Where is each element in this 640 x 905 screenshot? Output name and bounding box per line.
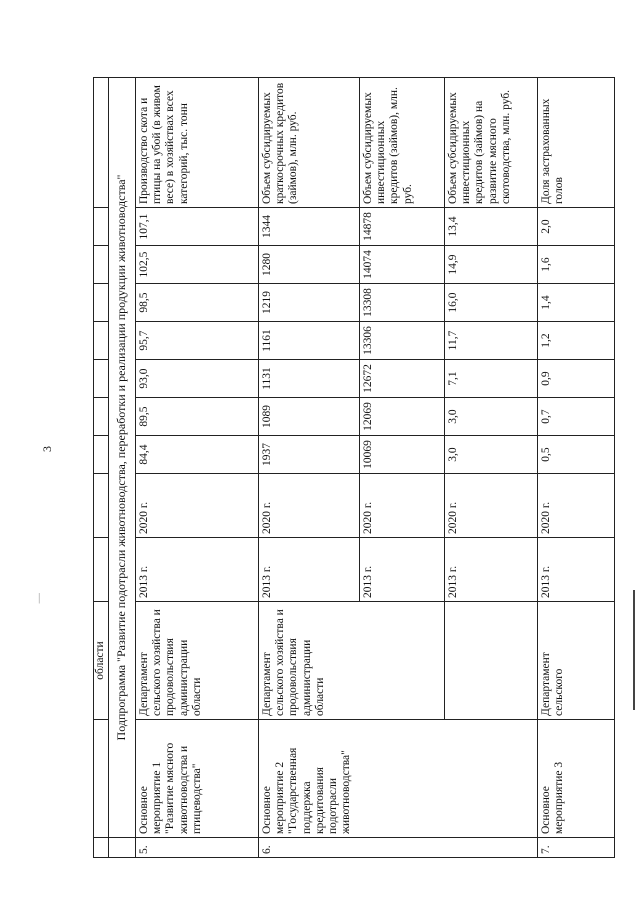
page-number: 3 bbox=[40, 446, 54, 452]
program-table bbox=[93, 77, 615, 858]
page-edge-line bbox=[633, 590, 635, 710]
table-row: 5. Основное мероприятие 1 "Развитие мясного животноводства и птицеводства" Департамент сельского хозяйства и продовольствия администрации области 2013 г. 2020 г. 84,4 89,5 93,0 95,7 98,5 102,5 107,1 Производство скота и птицы на убой (в живом весе) в хозяйствах всех категорий, тыс. тонн bbox=[136, 78, 259, 858]
table-row: 2013 г. 2020 г. 10069 12069 12672 13306 13308 14074 14878 Объем субсидируемых инвестиционных кредитов (займов), млн. руб. bbox=[360, 78, 445, 858]
table-row: 7. Основное мероприятие 3 Департамент сельского 2013 г. 2020 г. 0,5 0,7 0,9 1,2 1,4 1,6 2,0 Доля застрахованных голов bbox=[538, 78, 615, 858]
subprogram-row bbox=[109, 78, 136, 858]
header-tail-row bbox=[94, 78, 109, 858]
table-row: 6. Основное мероприятие 2 "Государственная поддержка кредитования подотрасли животноводства" Департамент сельского хозяйства и продовольствия администрации области 2013 г. 2020 г. 1937 1089 1131 1161 1219 1280 1344 Объем субсидируемых краткосрочных кредитов (займов), млн. руб. bbox=[259, 78, 360, 858]
header-tail-cell: области bbox=[94, 602, 109, 720]
table-row: 2013 г. 2020 г. 3,0 3,0 7,1 11,7 16,0 14,9 13,4 Объем субсидируемых инвестиционных кредитов (займов) на развитие мясного скотоводства, млн. руб. bbox=[445, 78, 538, 858]
subprogram-title: Подпрограмма "Развитие подотрасли животноводства, переработки и реализации продукции животноводства" bbox=[109, 78, 136, 838]
rotated-table-area bbox=[93, 78, 593, 858]
margin-mark: | bbox=[38, 590, 41, 604]
